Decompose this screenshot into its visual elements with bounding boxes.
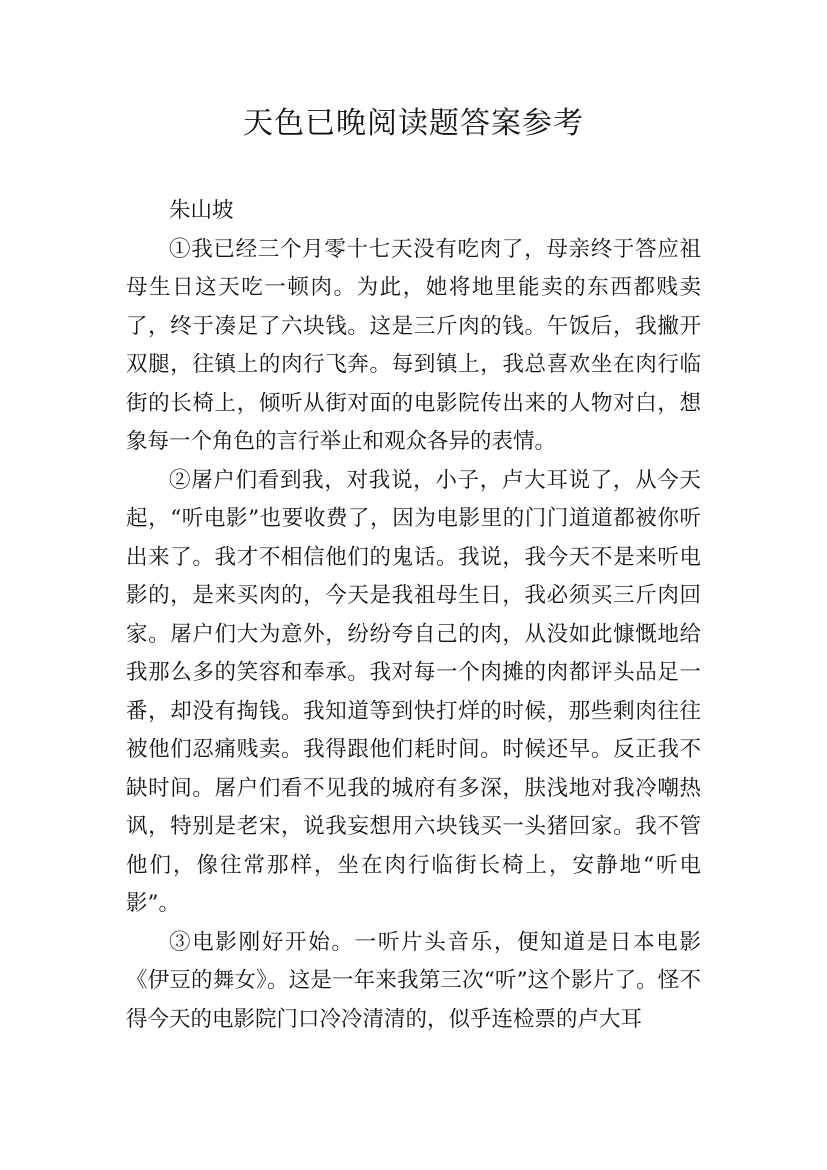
paragraph-1: ①我已经三个月零十七天没有吃肉了，母亲终于答应祖母生日这天吃一顿肉。为此，她将地里能卖的东西都贱卖了，终于凑足了六块钱。这是三斤肉的钱。午饭后，我撇开双腿，往镇上的肉行飞奔。每到镇上，我总喜欢坐在肉行临街的长椅上，倾听从街对面的电影院传出来的人物对白，想象每一个角色的言行举止和观众各异的表情。 <box>126 236 701 454</box>
document-body <box>126 192 701 1039</box>
document-title: 天色已晚阅读题答案参考 <box>243 106 584 141</box>
paragraph-2: ②屠户们看到我，对我说，小子，卢大耳说了，从今天起，“听电影”也要收费了，因为电影里的门门道道都被你听出来了。我才不相信他们的鬼话。我说，我今天不是来听电影的，是来买肉的，今天是我祖母生日，我必须买三斤肉回家。屠户们大为意外，纷纷夸自己的肉，从没如此慷慨地给我那么多的笑容和奉承。我对每一个肉摊的肉都评头品足一番，却没有掏钱。我知道等到快打烊的时候，那些剩肉往往被他们忍痛贱卖。我得跟他们耗时间。时候还早。反正我不缺时间。屠户们看不见我的城府有多深，肤浅地对我冷嘲热讽，特别是老宋，说我妄想用六块钱买一头猪回家。我不管他们，像往常那样，坐在肉行临街长椅上，安静地“听电影”。 <box>126 467 701 916</box>
paragraph-3: ③电影刚好开始。一听片头音乐，便知道是日本电影《伊豆的舞女》。这是一年来我第三次“听”这个影片了。怪不得今天的电影院门口冷冷清清的，似乎连检票的卢大耳 <box>126 929 701 1032</box>
author-line: 朱山坡 <box>169 198 234 223</box>
